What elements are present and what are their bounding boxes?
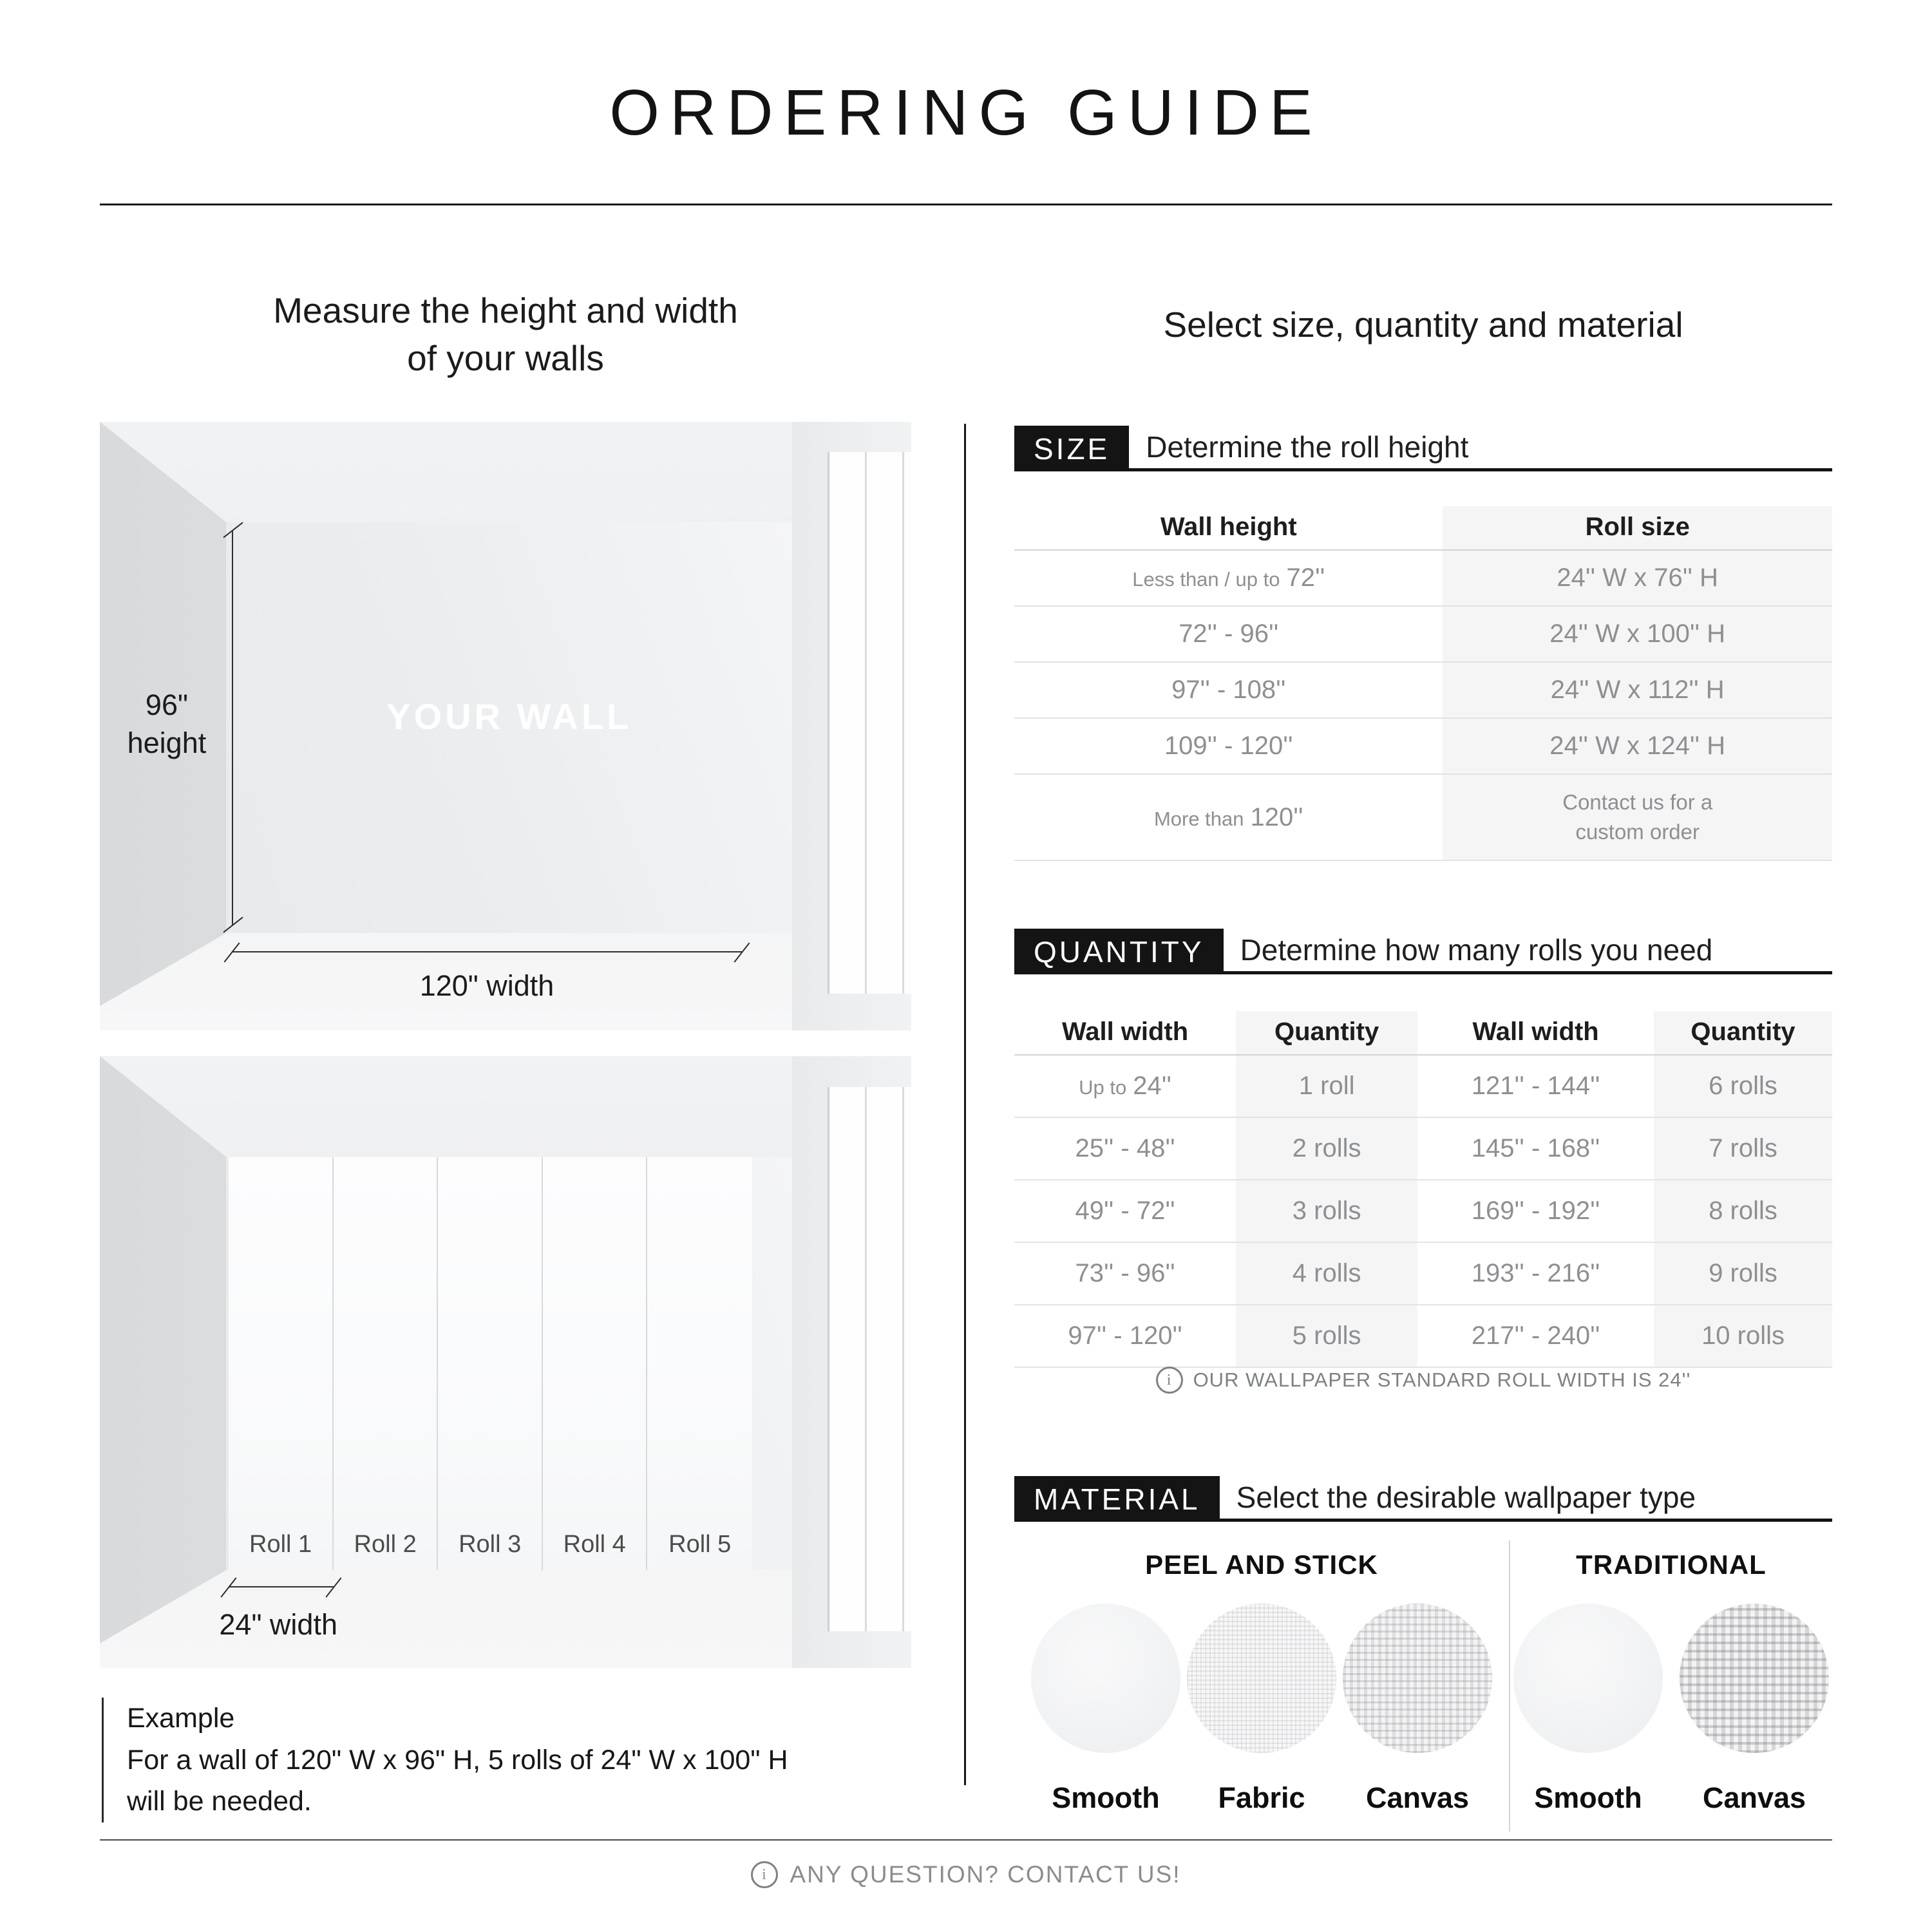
room-rolls-illustration: [100, 1056, 911, 1668]
qty-wall-width: 73'' - 96'': [1014, 1243, 1236, 1305]
room-window: [792, 1056, 911, 1668]
qty-wall-width: 169'' - 192'': [1417, 1180, 1654, 1243]
swatch-smooth: [1513, 1604, 1663, 1815]
qty-rolls: 2 rolls: [1236, 1118, 1417, 1180]
title-divider: [100, 204, 1832, 205]
width-dimension-line: [232, 951, 741, 952]
qty-wall-width: 25'' - 48'': [1014, 1118, 1236, 1180]
size-table: [1014, 506, 1832, 861]
left-column-heading: [100, 287, 911, 382]
size-row-wall-prefix: Less than / up to: [1132, 568, 1280, 591]
size-row-wall: [1014, 775, 1443, 861]
column-divider: [964, 424, 966, 1785]
qty-wall-width: 121'' - 144'': [1417, 1056, 1654, 1118]
qty-col-header: Wall width: [1014, 1011, 1236, 1056]
quantity-badge: QUANTITY: [1014, 929, 1224, 974]
page-title: ORDERING GUIDE: [609, 77, 1323, 149]
size-row-roll: 24'' W x 112'' H: [1443, 663, 1832, 719]
qty-col-header: Wall width: [1417, 1011, 1654, 1056]
material-section-title: Select the desirable wallpaper type: [1236, 1481, 1696, 1514]
footer-divider: [100, 1839, 1832, 1841]
qty-rolls: 1 roll: [1236, 1056, 1417, 1118]
swatch-row: [1014, 1604, 1509, 1815]
roll-width-note-text: OUR WALLPAPER STANDARD ROLL WIDTH IS 24'': [1193, 1368, 1691, 1391]
qty-col-header: Quantity: [1236, 1011, 1417, 1056]
swatch-fabric: [1187, 1604, 1336, 1815]
qty-wall-width: 217'' - 240'': [1417, 1305, 1654, 1368]
material-group-traditional: [1509, 1540, 1832, 1832]
swatch-label: Smooth: [1534, 1781, 1642, 1814]
quantity-section-title: Determine how many rolls you need: [1240, 933, 1713, 967]
size-badge: SIZE: [1014, 426, 1129, 471]
swatch-label: Canvas: [1365, 1781, 1470, 1814]
material-group-title: PEEL AND STICK: [1145, 1549, 1378, 1580]
info-icon: i: [751, 1861, 778, 1888]
qty-rolls: 9 rolls: [1654, 1243, 1832, 1305]
room-window: [792, 422, 911, 1030]
qty-rolls: 4 rolls: [1236, 1243, 1417, 1305]
qty-wall-width-value: 24'': [1133, 1072, 1172, 1100]
qty-wall-width: 97'' - 120'': [1014, 1305, 1236, 1368]
roll-label: Roll 3: [459, 1531, 522, 1558]
example-title: Example: [127, 1703, 235, 1734]
smooth-texture-icon: [1513, 1604, 1663, 1753]
material-group-peel-and-stick: [1014, 1540, 1509, 1832]
qty-wall-width: 145'' - 168'': [1417, 1118, 1654, 1180]
size-row-wall: 72'' - 96'': [1014, 607, 1443, 663]
canvas-texture-icon: [1680, 1604, 1829, 1753]
roll-panel: [438, 1157, 543, 1570]
size-section-title: Determine the roll height: [1146, 430, 1469, 464]
roll-label: Roll 4: [563, 1531, 626, 1558]
height-value: 96": [145, 688, 188, 722]
footer: [0, 1861, 1932, 1888]
qty-wall-width: [1014, 1056, 1236, 1118]
height-word: height: [127, 726, 207, 759]
canvas-texture-icon: [1343, 1604, 1492, 1753]
material-group-title: TRADITIONAL: [1576, 1549, 1766, 1580]
swatch-row: [1510, 1604, 1832, 1815]
footer-text: ANY QUESTION? CONTACT US!: [790, 1861, 1181, 1888]
size-row-wall-value: 120'': [1250, 802, 1303, 831]
example-note: [102, 1698, 788, 1823]
swatch-label: Canvas: [1702, 1781, 1806, 1814]
left-heading-line1: Measure the height and width: [273, 290, 738, 330]
size-col-header-roll-size: Roll size: [1443, 506, 1832, 551]
size-row-roll: 24'' W x 76'' H: [1443, 551, 1832, 607]
qty-rolls: 3 rolls: [1236, 1180, 1417, 1243]
qty-col-header: Quantity: [1654, 1011, 1832, 1056]
custom-order-line2: custom order: [1575, 820, 1700, 844]
qty-wall-width: 193'' - 216'': [1417, 1243, 1654, 1305]
smooth-texture-icon: [1031, 1604, 1180, 1753]
swatch-canvas: [1343, 1604, 1492, 1815]
qty-wall-width-prefix: Up to: [1079, 1076, 1127, 1099]
fabric-texture-icon: [1187, 1604, 1336, 1753]
swatch-canvas: [1680, 1604, 1829, 1815]
roll-label: Roll 2: [354, 1531, 417, 1558]
size-row-wall: 109'' - 120'': [1014, 719, 1443, 775]
swatch-label: Smooth: [1052, 1781, 1160, 1814]
wallpaper-roll-panels: [229, 1157, 752, 1570]
window-glass: [828, 1087, 911, 1632]
size-row-roll-custom: [1443, 775, 1832, 861]
material-badge: MATERIAL: [1014, 1476, 1220, 1522]
quantity-section-header: [1014, 929, 1832, 974]
left-heading-line2: of your walls: [407, 337, 604, 378]
room-measure-illustration: [100, 422, 911, 1030]
height-dimension-label: [116, 687, 218, 762]
roll-panel: [334, 1157, 439, 1570]
qty-rolls: 6 rolls: [1654, 1056, 1832, 1118]
swatch-label: Fabric: [1218, 1781, 1305, 1814]
size-section-header: [1014, 426, 1832, 471]
roll-panel: [647, 1157, 752, 1570]
example-line2: will be needed.: [127, 1786, 312, 1817]
height-dimension-line: [232, 530, 233, 924]
window-glass: [828, 452, 911, 994]
info-icon: i: [1156, 1367, 1183, 1394]
width-dimension-label: 120" width: [419, 969, 554, 1002]
qty-rolls: 7 rolls: [1654, 1118, 1832, 1180]
quantity-table: [1014, 1011, 1832, 1368]
size-row-roll: 24'' W x 100'' H: [1443, 607, 1832, 663]
material-options: [1014, 1540, 1832, 1832]
size-row-wall-value: 72'': [1286, 564, 1325, 592]
roll-label: Roll 1: [249, 1531, 312, 1558]
size-col-header-wall-height: Wall height: [1014, 506, 1443, 551]
swatch-smooth: [1031, 1604, 1180, 1815]
example-line1: For a wall of 120" W x 96" H, 5 rolls of 24" W x 100" H: [127, 1744, 788, 1776]
size-row-wall: 97'' - 108'': [1014, 663, 1443, 719]
roll-width-dimension-line: [229, 1586, 334, 1587]
roll-panel: [229, 1157, 334, 1570]
material-section-header: [1014, 1476, 1832, 1522]
roll-panel: [543, 1157, 648, 1570]
right-column-heading: Select size, quantity and material: [1163, 305, 1683, 345]
roll-width-dimension-label: 24" width: [219, 1608, 337, 1642]
size-row-roll: 24'' W x 124'' H: [1443, 719, 1832, 775]
qty-rolls: 8 rolls: [1654, 1180, 1832, 1243]
your-wall-label: YOUR WALL: [386, 696, 632, 737]
qty-rolls: 10 rolls: [1654, 1305, 1832, 1368]
roll-width-note: [1014, 1367, 1832, 1394]
qty-wall-width: 49'' - 72'': [1014, 1180, 1236, 1243]
qty-rolls: 5 rolls: [1236, 1305, 1417, 1368]
size-row-wall-prefix: More than: [1153, 807, 1244, 830]
roll-label: Roll 5: [668, 1531, 732, 1558]
size-row-wall: [1014, 551, 1443, 607]
custom-order-line1: Contact us for a: [1562, 790, 1713, 814]
